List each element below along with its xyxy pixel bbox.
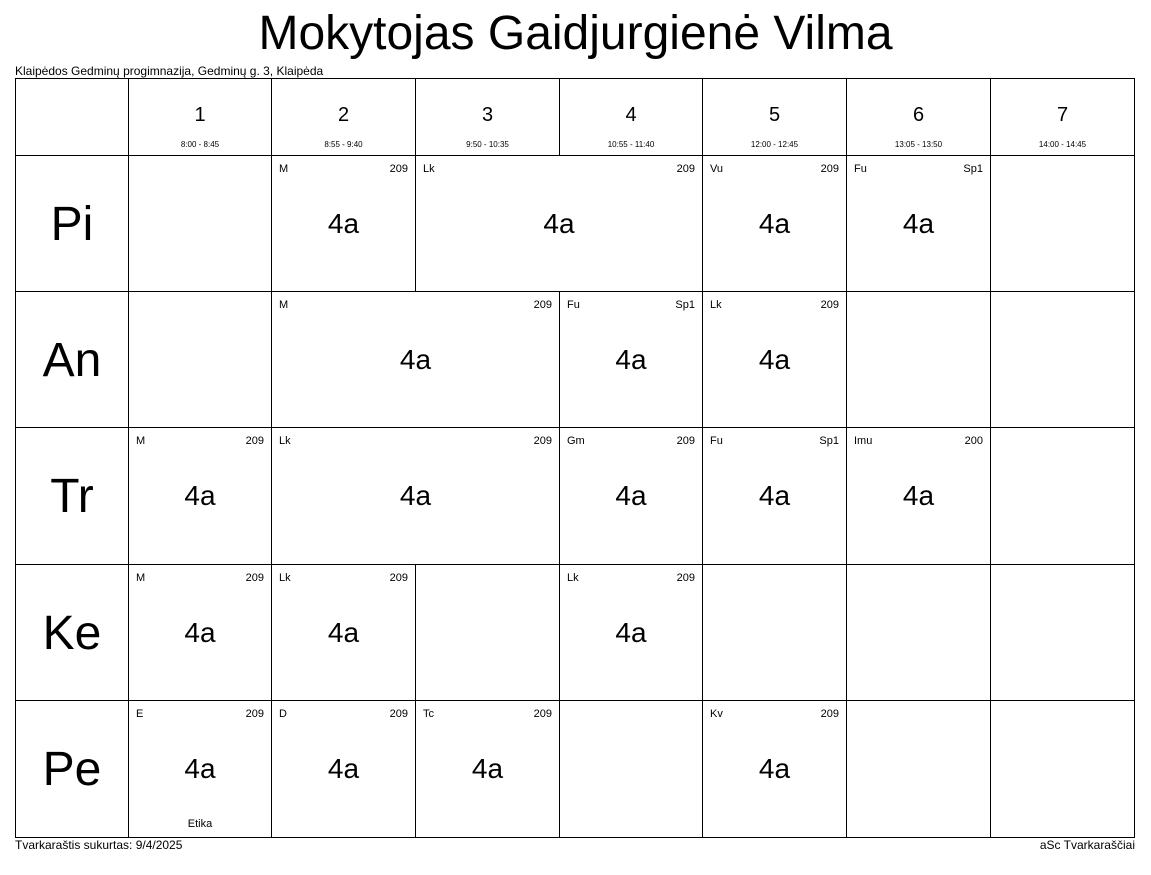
lesson-subject: M <box>136 572 146 584</box>
day-header <box>16 700 128 836</box>
lesson-class: 4a <box>184 480 216 511</box>
timetable-grid <box>15 78 1135 838</box>
lesson-cell <box>416 156 702 291</box>
lesson-cell <box>703 292 846 427</box>
day-label: Tr <box>50 470 94 523</box>
lesson-class: 4a <box>758 753 791 784</box>
lesson-subject: Lk <box>710 299 722 311</box>
period-time: 14:00 - 14:45 <box>1038 140 1087 149</box>
lesson-class: 4a <box>399 480 432 511</box>
lesson-room: Sp1 <box>963 163 983 175</box>
lesson-class: 4a <box>615 480 647 511</box>
lesson-cell <box>560 292 702 427</box>
lesson-room: 209 <box>389 163 408 175</box>
period-header <box>129 79 271 155</box>
lesson-room: Sp1 <box>675 299 695 311</box>
lesson-subject: Fu <box>567 299 580 311</box>
lesson-room: 209 <box>820 708 839 720</box>
lesson-class: 4a <box>758 480 791 511</box>
lesson-room: 209 <box>533 708 552 720</box>
lesson-room: 209 <box>533 435 552 447</box>
day-header <box>16 427 128 564</box>
day-label: Pe <box>42 743 102 796</box>
lesson-class: 4a <box>327 617 360 648</box>
lesson-cell <box>272 428 559 564</box>
lesson-class: 4a <box>327 208 360 239</box>
period-header <box>847 79 990 155</box>
lesson-class: 4a <box>902 208 935 239</box>
lesson-subject: E <box>136 708 144 720</box>
lesson-cell <box>416 701 559 836</box>
created-date: Tvarkaraštis sukurtas: 9/4/2025 <box>15 838 183 852</box>
period-time: 10:55 - 11:40 <box>607 140 655 149</box>
lesson-subject: D <box>279 708 287 720</box>
lesson-room: 209 <box>676 163 695 175</box>
lesson-subject: M <box>279 163 289 175</box>
lesson-class: 4a <box>399 344 432 375</box>
grid-column-line <box>990 79 991 837</box>
period-time: 9:50 - 10:35 <box>466 140 509 149</box>
lesson-cell <box>703 156 846 291</box>
period-time: 12:00 - 12:45 <box>750 140 799 149</box>
lesson-cell <box>560 428 702 564</box>
lesson-cell <box>272 565 415 700</box>
lesson-class: 4a <box>471 753 504 784</box>
lesson-class: 4a <box>902 480 935 511</box>
software-brand: aSc Tvarkaraščiai <box>1039 838 1135 852</box>
lesson-cell <box>560 565 702 700</box>
period-number: 4 <box>625 104 637 126</box>
lesson-cell <box>272 292 559 427</box>
period-number: 6 <box>912 104 925 126</box>
period-number: 7 <box>1056 104 1069 126</box>
lesson-cell <box>847 428 990 564</box>
period-time: 13:05 - 13:50 <box>894 140 943 149</box>
lesson-subject: Lk <box>279 572 291 584</box>
page-title: Mokytojas Gaidjurgienė Vilma <box>258 7 893 60</box>
lesson-cell <box>272 156 415 291</box>
lesson-subject: Tc <box>423 708 434 720</box>
lesson-room: 209 <box>533 299 552 311</box>
lesson-room: 209 <box>245 435 264 447</box>
lesson-room: 209 <box>389 572 408 584</box>
period-number: 1 <box>194 104 206 126</box>
lesson-cell <box>703 428 846 564</box>
lesson-class: 4a <box>615 617 647 648</box>
period-time: 8:00 - 8:45 <box>180 140 220 149</box>
lesson-subject: M <box>136 435 146 447</box>
lesson-class: 4a <box>184 617 216 648</box>
lesson-room: 209 <box>820 299 839 311</box>
day-label: Ke <box>42 607 102 660</box>
lesson-cell <box>703 701 846 836</box>
lesson-room: 209 <box>245 708 264 720</box>
day-header <box>16 564 128 700</box>
lesson-subject: Imu <box>854 435 873 447</box>
lesson-cell <box>129 565 271 700</box>
lesson-subject: Kv <box>710 708 723 720</box>
school-address: Klaipėdos Gedminų progimnazija, Gedminų g. 3, Klaipėda <box>15 64 324 78</box>
period-header <box>991 79 1134 155</box>
day-label: Pi <box>50 198 94 251</box>
lesson-room: 209 <box>676 435 695 447</box>
period-header <box>560 79 702 155</box>
lesson-room: 209 <box>389 708 408 720</box>
lesson-subject: M <box>279 299 289 311</box>
lesson-cell <box>129 428 271 564</box>
day-header <box>16 155 128 291</box>
lesson-subject: Fu <box>854 163 867 175</box>
lesson-subject: Vu <box>710 163 724 175</box>
lesson-subject: Lk <box>279 435 291 447</box>
lesson-room: 209 <box>245 572 264 584</box>
period-header <box>703 79 846 155</box>
lesson-cell <box>272 701 415 836</box>
period-number: 5 <box>768 104 781 126</box>
lesson-room: Sp1 <box>819 435 839 447</box>
day-header <box>16 291 128 427</box>
lesson-class: 4a <box>327 753 360 784</box>
lesson-class: 4a <box>758 208 791 239</box>
lesson-cell <box>847 156 990 291</box>
lesson-cell <box>129 701 271 836</box>
lesson-class: 4a <box>543 208 575 239</box>
lesson-subject: Fu <box>710 435 723 447</box>
lesson-room: 209 <box>676 572 695 584</box>
lesson-subject: Lk <box>567 572 579 584</box>
lesson-note: Etika <box>187 818 213 830</box>
day-label: An <box>42 334 102 387</box>
lesson-class: 4a <box>184 753 216 784</box>
lesson-subject: Gm <box>567 435 585 447</box>
period-number: 3 <box>481 104 494 126</box>
period-time: 8:55 - 9:40 <box>324 140 363 149</box>
lesson-room: 209 <box>820 163 839 175</box>
lesson-room: 200 <box>964 435 983 447</box>
lesson-subject: Lk <box>423 163 435 175</box>
lesson-class: 4a <box>615 344 647 375</box>
lesson-class: 4a <box>758 344 791 375</box>
period-number: 2 <box>337 104 350 126</box>
period-header <box>416 79 559 155</box>
period-header <box>272 79 415 155</box>
